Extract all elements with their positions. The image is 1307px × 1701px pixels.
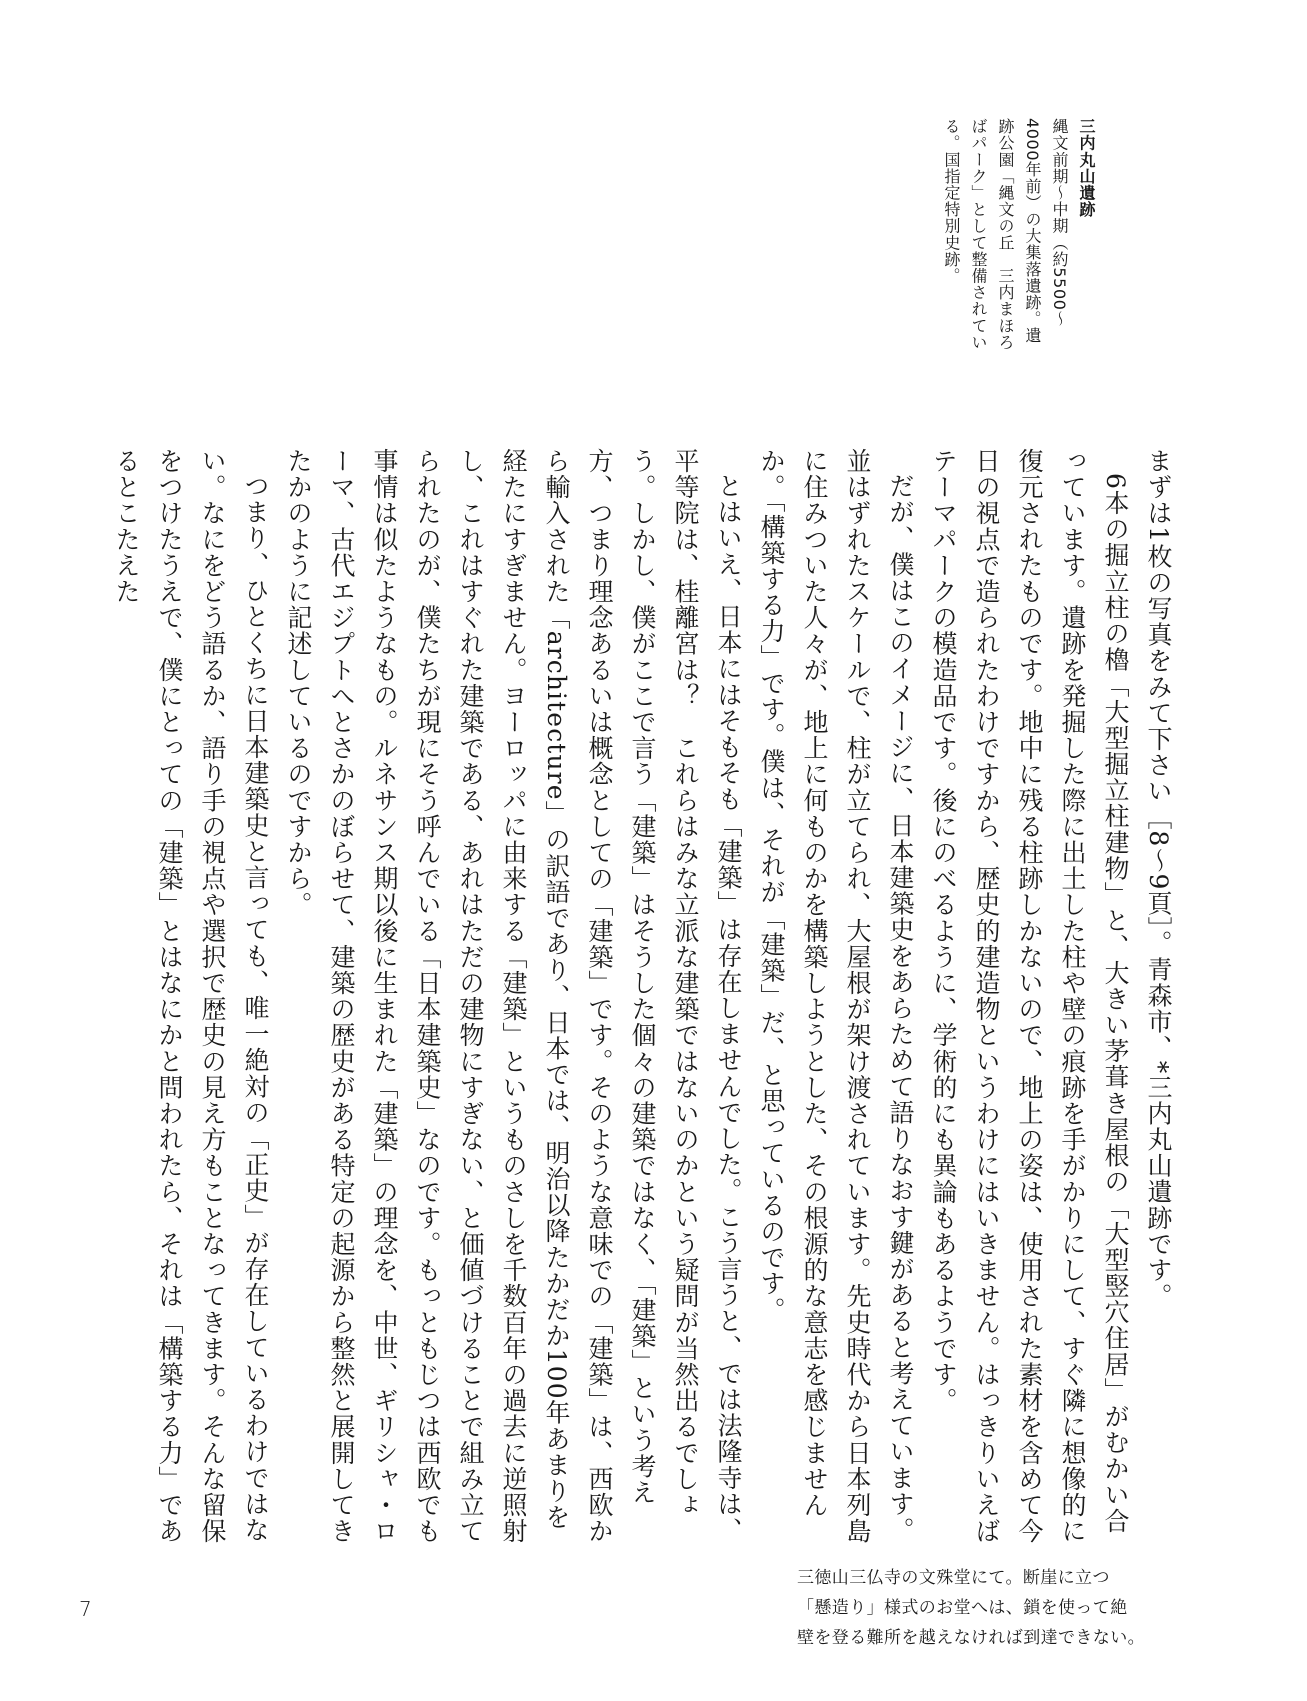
- sidenote-text: 縄文前期〜中期（約5500〜4000年前）の大集落遺跡。遺跡公園「縄文の丘 三内まほろばパーク」として整備されている。国指定特別史跡。: [942, 118, 1069, 351]
- photo-caption: [797, 1563, 1227, 1653]
- sidenote-title: 三内丸山遺跡: [1077, 118, 1096, 218]
- sidenote: [940, 118, 1100, 358]
- page-number: 7: [79, 1597, 92, 1621]
- paragraph: 6本の掘立柱の櫓「大型掘立柱建物」と、大きい茅葺き屋根の「大型竪穴住居」がむかい合っています。遺跡を発掘した際に出土した柱や壁の痕跡を手がかりにして、すぐ隣に想像的に復元されたものです。地中に残る柱跡しかないので、地上の姿は、使用された素材を含めて今日の視点で造られたわけですから、歴史的建造物というわけにはいきません。はっきりいえばテーマパークの模造品です。後にのべるように、学術的にも異論もあるようです。: [929, 448, 1130, 1545]
- caption-line: 「懸造り」様式のお堂へは、鎖を使って絶: [797, 1598, 1128, 1618]
- caption-line: 三徳山三仏寺の文殊堂にて。断崖に立つ: [797, 1568, 1110, 1588]
- paragraph: とはいえ、日本にはそもそも「建築」は存在しませんでした。こう言うと、では法隆寺は、平等院は、桂離宮は？ これらはみな立派な建築ではないのかという疑問が当然出るでしょう。しかし、僕がここで言う「建築」はそうした個々の建築ではなく、「建築」という考え方、つまり理念あるいは概念としての「建築」です。そのような意味での「建築」は、西欧から輸入された「architecture」の訳語であり、日本では、明治以降たかだか100年あまりを経たにすぎません。ヨーロッパに由来する「建築」というものさしを千数百年の過去に逆照射し、これはすぐれた建築である、あれはただの建物にすぎない、と価値づけることで組み立てられたのが、僕たちが現にそう呼んでいる「日本建築史」なのです。もっともじつは西欧でも事情は似たようなもの。ルネサンス期以後に生まれた「建築」の理念を、中世、ギリシャ・ローマ、古代エジプトへとさかのぼらせて、建築の歴史がある特定の起源から整然と展開してきたかのように記述しているのですから。: [284, 448, 743, 1545]
- paragraph: まずは1枚の写真をみて下さい［8〜9頁］。青森市、*三内丸山遺跡です。: [1144, 448, 1173, 1310]
- paragraph: だが、僕はこのイメージに、日本建築史をあらためて語りなおす鍵があると考えています。並はずれたスケールで、柱が立てられ、大屋根が架け渡されています。先史時代から日本列島に住みついた人々が、地上に何ものかを構築しようとした、その根源的な意志を感じませんか。「構築する力」です。僕は、それが「建築」だ、と思っているのです。: [757, 448, 915, 1545]
- caption-line: 壁を登る難所を越えなければ到達できない。: [797, 1628, 1145, 1648]
- main-text: [112, 448, 1180, 1553]
- paragraph: つまり、ひとくちに日本建築史と言っても、唯一絶対の「正史」が存在しているわけではない。なにをどう語るか、語り手の視点や選択で歴史の見え方もことなってきます。そんな留保をつけたうえで、僕にとっての「建築」とはなにかと問われたら、それは「構築する力」であるとこたえた: [112, 448, 270, 1545]
